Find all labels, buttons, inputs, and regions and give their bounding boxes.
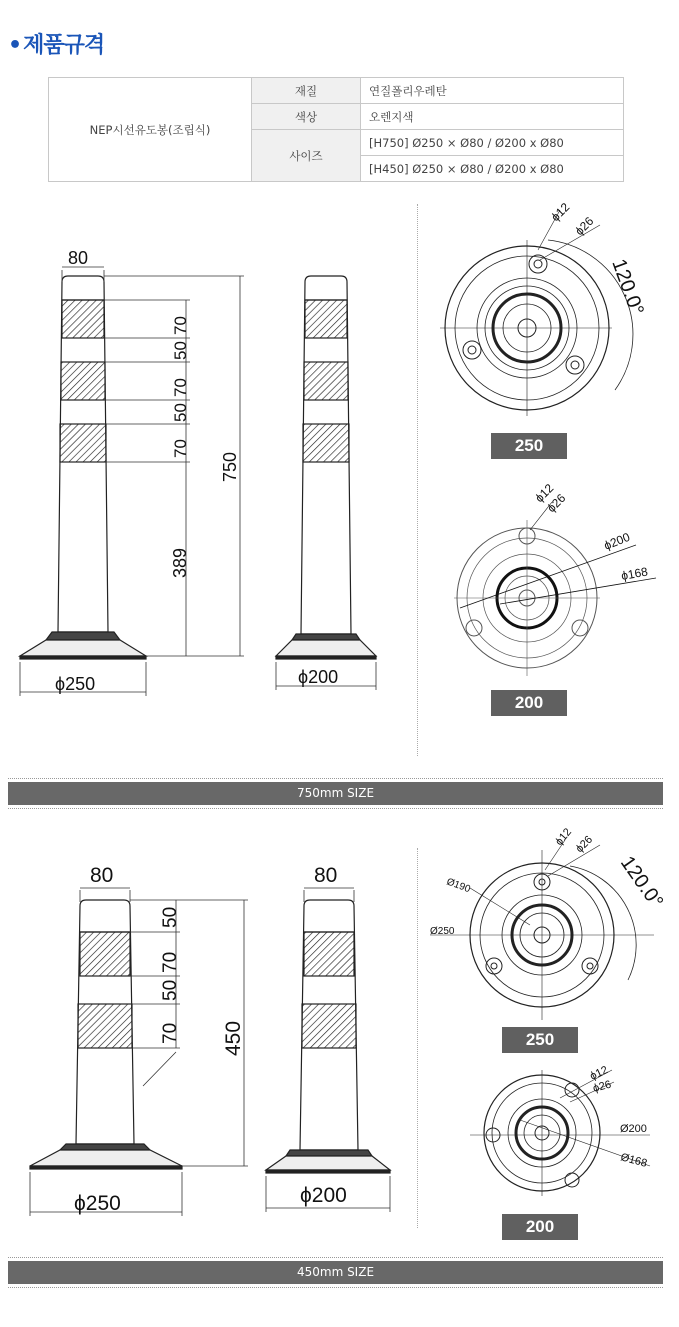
size-h450: [H450] Ø250 × Ø80 / Ø200 x Ø80 xyxy=(361,156,624,182)
plan2-750-d26: ϕ26 xyxy=(544,491,569,516)
bollard-750-a xyxy=(20,276,146,659)
dim-750-seg4: 50 xyxy=(171,403,190,422)
dim-750-base1: ϕ250 xyxy=(55,674,96,694)
product-name: NEP시선유도봉(조립식) xyxy=(49,78,252,182)
divider-top-450 xyxy=(8,1257,663,1258)
material-value: 연질폴리우레탄 xyxy=(361,78,624,104)
plan1-750-d26: ϕ26 xyxy=(572,214,597,239)
dim-750-base2: ϕ200 xyxy=(298,667,339,687)
plan2-750-d200: ϕ200 xyxy=(601,529,632,553)
dim-450-seg3: 50 xyxy=(160,979,181,1001)
section-title: •제품규격 xyxy=(8,33,105,58)
plan1-450-d26: ϕ26 xyxy=(573,833,596,856)
plan2-450-d26: ϕ26 xyxy=(591,1078,613,1095)
plan2-450-d12: ϕ12 xyxy=(588,1064,610,1083)
plan-750-200 xyxy=(454,502,656,676)
dim-450-base1: ϕ250 xyxy=(74,1192,121,1215)
plan1-450-angle: 120.0° xyxy=(615,852,668,913)
plan-750-250 xyxy=(440,210,633,416)
color-value: 오렌지색 xyxy=(361,104,624,130)
dim-450-base2: ϕ200 xyxy=(300,1184,347,1207)
dim-450-seg1: 50 xyxy=(160,906,181,928)
plan2-450-label: 200 xyxy=(502,1214,578,1240)
dim-750-lower: 389 xyxy=(170,547,190,578)
bollard-450-b xyxy=(266,900,390,1173)
plan1-750-label: 250 xyxy=(491,433,567,459)
plan2-450-d168: Ø168 xyxy=(619,1151,649,1170)
plan1-450-d12: ϕ12 xyxy=(553,826,575,848)
dim-450-height: 450 xyxy=(222,1020,245,1056)
band-750: 750mm SIZE xyxy=(8,782,663,805)
size-h750: [H750] Ø250 × Ø80 / Ø200 x Ø80 xyxy=(361,130,624,156)
divider-bottom-750 xyxy=(8,808,663,809)
dim-750-seg2: 50 xyxy=(171,341,190,360)
dim-750-height: 750 xyxy=(220,451,240,482)
plan1-750-angle: 120.0° xyxy=(607,256,648,319)
plan2-750-d12: ϕ12 xyxy=(532,481,557,506)
vertical-divider-450 xyxy=(417,848,418,1228)
band-450: 450mm SIZE xyxy=(8,1261,663,1284)
bollard-750-b xyxy=(276,276,376,659)
plan1-450-label: 250 xyxy=(502,1027,578,1053)
dim-750-seg1: 70 xyxy=(171,316,190,335)
vertical-divider-750 xyxy=(417,204,418,756)
plan2-750-label: 200 xyxy=(491,690,567,716)
dim-450-seg2: 70 xyxy=(160,951,181,973)
material-label: 재질 xyxy=(252,78,361,104)
dim-450-top2: 80 xyxy=(314,864,338,887)
color-label: 색상 xyxy=(252,104,361,130)
plan2-750-d168: ϕ168 xyxy=(620,564,649,583)
plan2-450-d200: Ø200 xyxy=(620,1123,647,1135)
plan1-750-d12: ϕ12 xyxy=(548,200,573,225)
size-label: 사이즈 xyxy=(252,130,361,182)
dim-450-seg4: 70 xyxy=(160,1022,181,1044)
dim-750-seg5: 70 xyxy=(171,439,190,458)
dim-750-top: 80 xyxy=(68,248,89,268)
divider-top-750 xyxy=(8,778,663,779)
divider-bottom-450 xyxy=(8,1287,663,1288)
dim-450-top1: 80 xyxy=(90,864,114,887)
dim-750-seg3: 70 xyxy=(171,378,190,397)
plan1-450-d250: Ø250 xyxy=(430,926,455,937)
plan1-450-d190: Ø190 xyxy=(444,876,472,896)
